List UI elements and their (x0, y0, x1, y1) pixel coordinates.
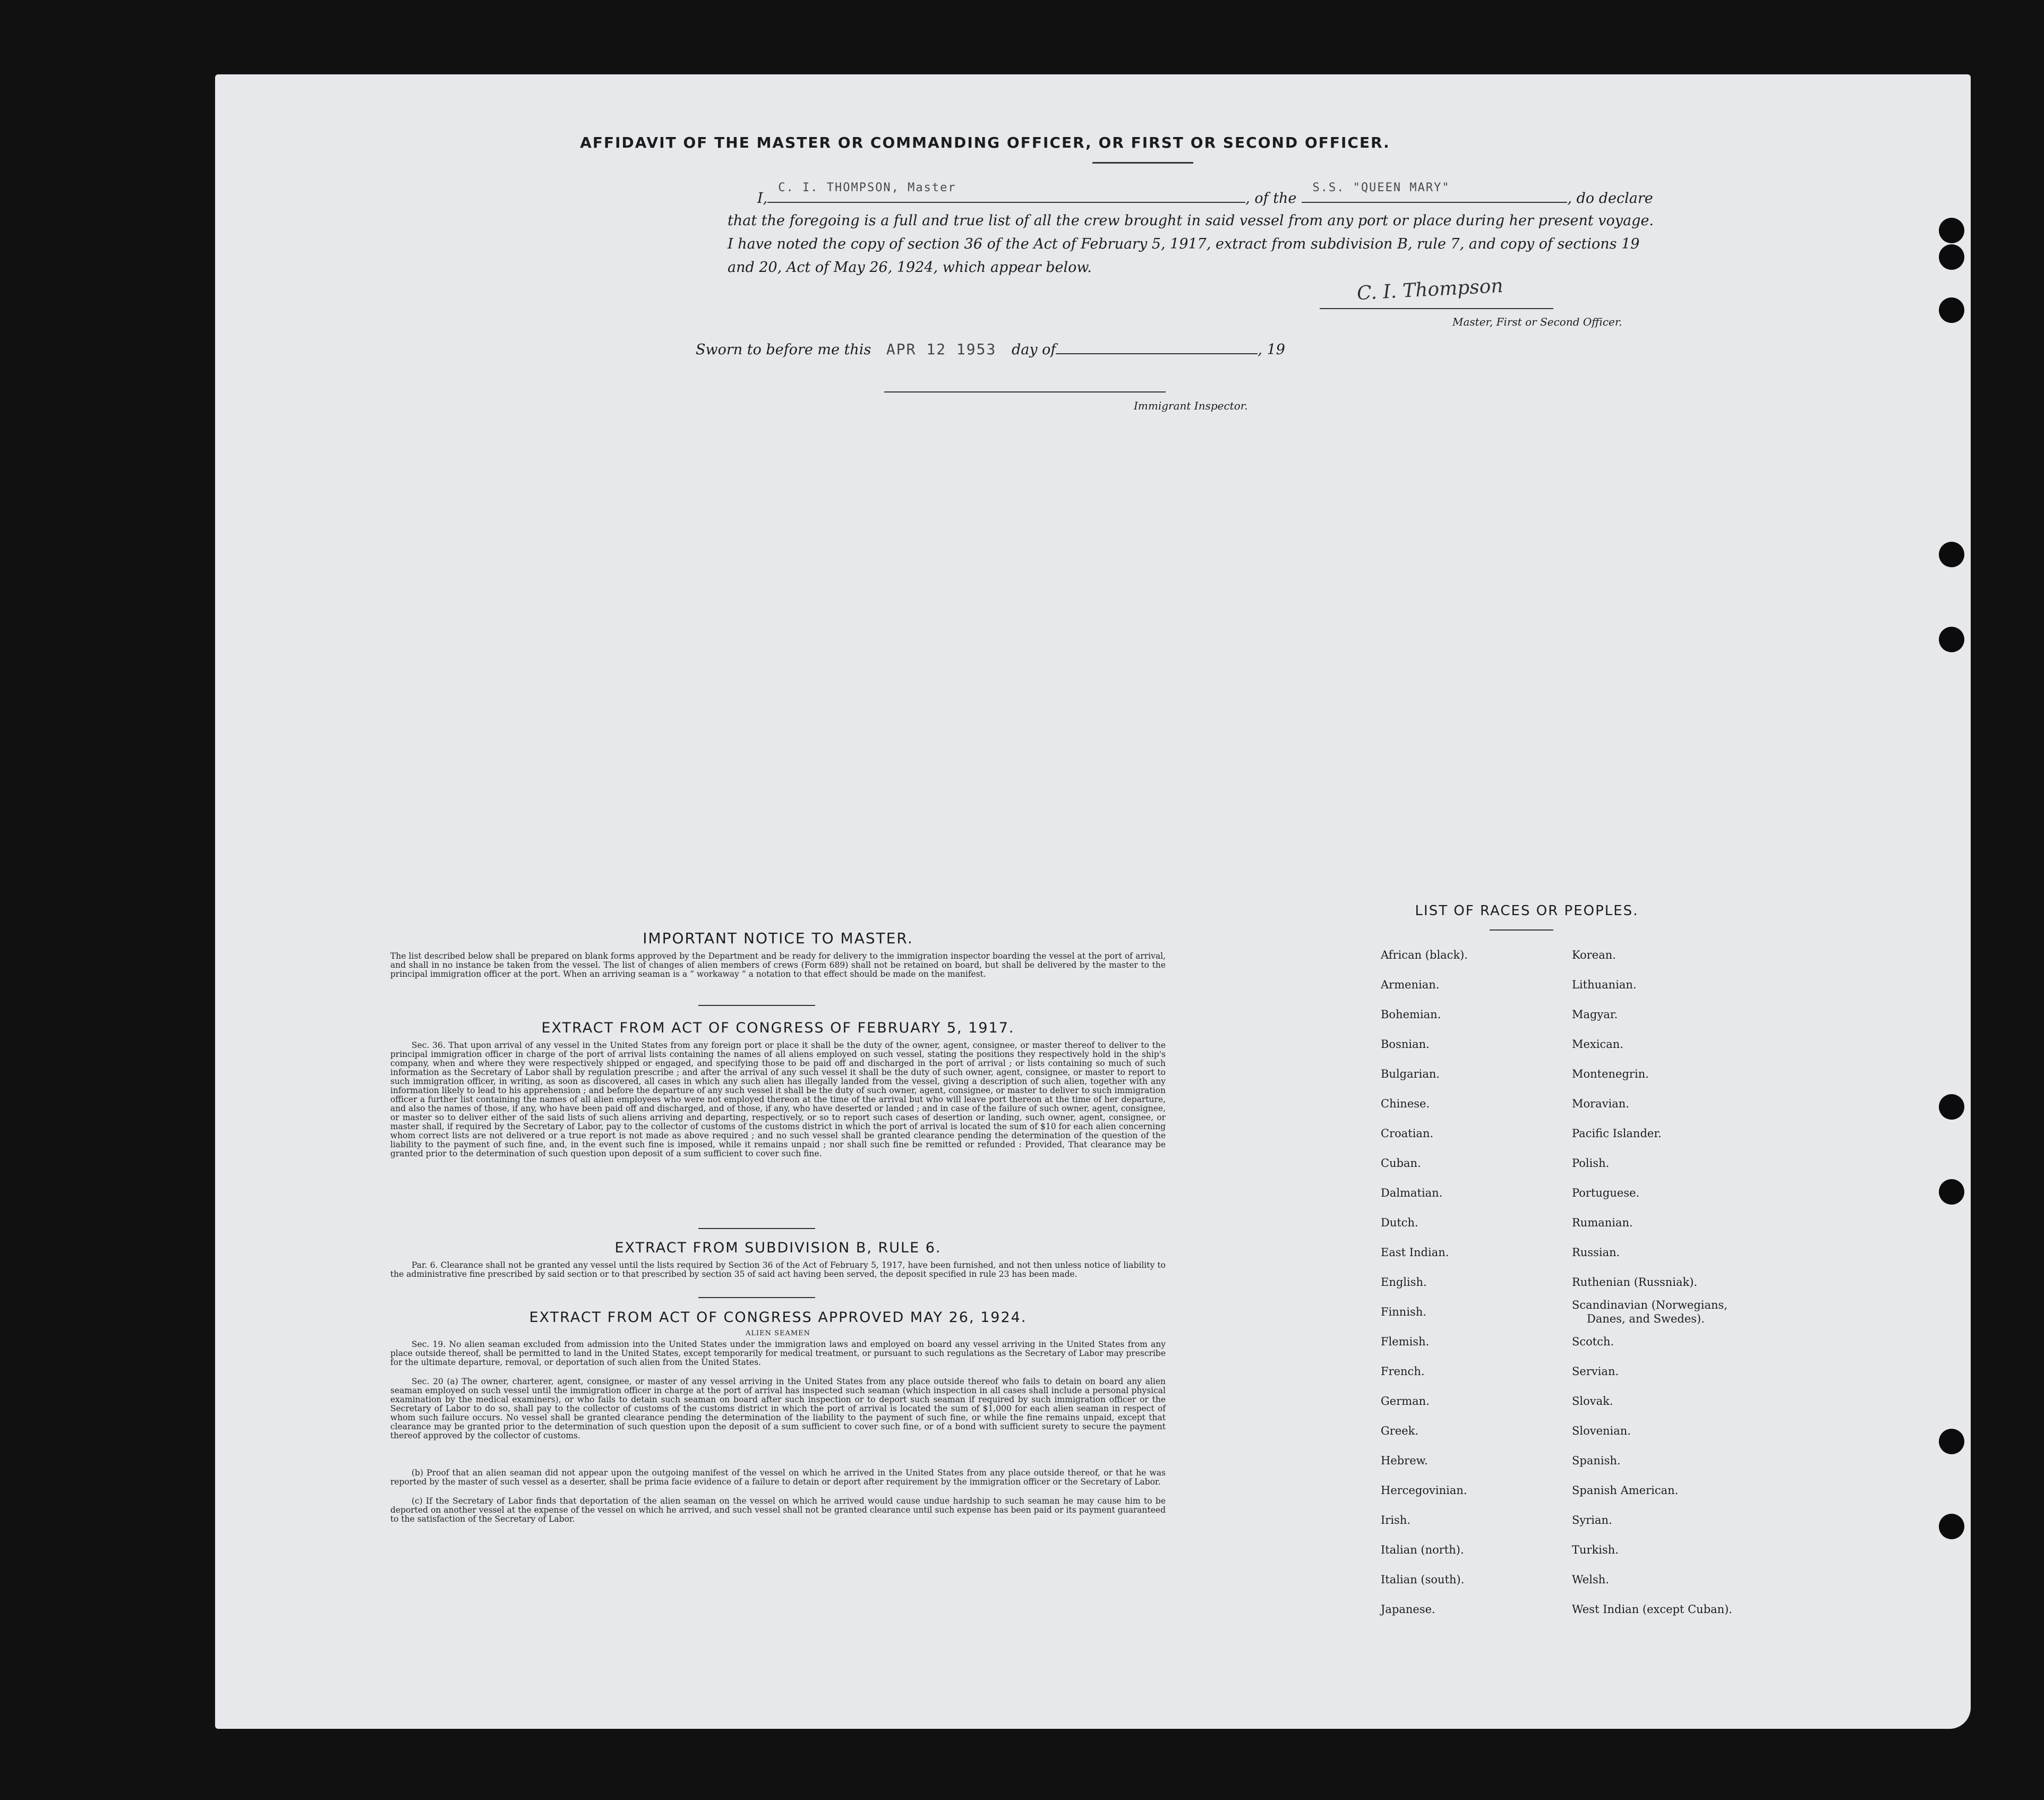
race-item: Slovenian. (1572, 1424, 1631, 1437)
race-item: African (black). (1381, 949, 1468, 961)
race-item: West Indian (except Cuban). (1572, 1603, 1733, 1616)
subdivision-b-title: EXTRACT FROM SUBDIVISION B, RULE 6. (614, 1240, 942, 1256)
race-item: Montenegrin. (1572, 1068, 1649, 1080)
race-item: Hebrew. (1381, 1454, 1428, 1467)
extract-1924-sec20c: (c) If the Secretary of Labor finds that deportation of the alien seaman on the vessel on which he arrived would cause undue hardship to such seaman he may cause him to be deported on another vessel at the expense of the vessel on which he arrived, and such vessel shall not be granted clearance until such expense has been paid or its payment guaranteed to the satisfaction of the Secretary of Labor. (390, 1496, 1166, 1524)
race-item: Rumanian. (1572, 1216, 1633, 1229)
race-item: Welsh. (1572, 1573, 1609, 1586)
race-item: Magyar. (1572, 1008, 1618, 1021)
affidavit-line-2: that the foregoing is a full and true list of all the crew brought in said vessel from any port or place during her present voyage. (728, 212, 1654, 229)
race-item: Greek. (1381, 1424, 1419, 1437)
extract-1917-text: Sec. 36. That upon arrival of any vessel in the United States from any foreign port or place it shall be the duty of the owner, agent, consignee, or master thereof to deliver to the principal immigration officer in charge of the port of arrival lists containing the names of all aliens employed on such vessel, stating the positions they respectively hold in the ship's company, when and where they were respectively shipped or engaged, and specifying those to be paid off and discharged in the port of arrival ; or lists containing so much of such information as the Secretary of Labor shall by regulation prescribe ; and after the arrival of any such vessel it shall be the duty of such owner, agent, consignee, or master to report to such immigration officer, in writing, as soon as discovered, all cases in which any such alien has illegally landed from the vessel, giving a description of such alien, together with any information likely to lead to his apprehension ; and before the departure of any such vessel it shall be the duty of such owner, agent, consignee, or master to deliver to such immigration officer a further list containing the names of all alien employees who were not employed thereon at the time of the arrival but who will leave port thereon at the time of her departure, and also the names of those, if any, who have been paid off and discharged, and of those, if any, who have deserted or landed ; and in case of the failure of such owner, agent, consignee, or master so to deliver either of the said lists of such aliens arriving and departing, respectively, or so to report such cases of desertion or landing, such owner, agent, consignee, or master shall, if required by the Secretary of Labor, pay to the collector of customs of the customs district in which the port of arrival is located the sum of $10 for each alien concerning whom correct lists are not delivered or a true report is not made as above required ; and no such vessel shall be granted clearance pending the determination of the question of the liability to the payment of such fine, and, in the event such fine is imposed, while it remains unpaid ; nor shall such fine be remitted or refunded : Provided, That clearance may be granted prior to the determination of such question upon deposit of a sum sufficient to cover such fine. (390, 1040, 1166, 1158)
race-item: Japanese. (1381, 1603, 1435, 1616)
race-item: French. (1381, 1365, 1425, 1378)
year-prefix: , 19 (1258, 342, 1285, 358)
affidavit-line-1 (728, 181, 1715, 210)
race-item: Bosnian. (1381, 1038, 1430, 1051)
race-item: Armenian. (1381, 978, 1440, 991)
extract-1924-subtitle: ALIEN SEAMEN (745, 1329, 811, 1337)
races-column-2 (1572, 940, 1732, 1624)
signature-label: Master, First or Second Officer. (1452, 315, 1622, 328)
affidavit-title: AFFIDAVIT OF THE MASTER OR COMMANDING OFFICER, OR FIRST OR SECOND OFFICER. (580, 134, 1390, 151)
race-item: English. (1381, 1276, 1427, 1289)
inspector-rule (884, 391, 1166, 393)
vessel-name-value: S.S. "QUEEN MARY" (1312, 181, 1450, 194)
notice-title: IMPORTANT NOTICE TO MASTER. (643, 929, 913, 947)
binder-hole (1939, 1514, 1964, 1539)
race-item: Moravian. (1572, 1097, 1630, 1110)
race-item: Polish. (1572, 1157, 1610, 1170)
race-item: Chinese. (1381, 1097, 1430, 1110)
race-item: East Indian. (1381, 1246, 1449, 1259)
race-item: Flemish. (1381, 1335, 1430, 1348)
master-name-value: C. I. THOMPSON, Master (778, 181, 956, 194)
race-item: Spanish. (1572, 1454, 1621, 1467)
race-item: Italian (north). (1381, 1543, 1464, 1556)
race-item: Russian. (1572, 1246, 1620, 1259)
binder-hole (1939, 542, 1964, 567)
race-item: Slovak. (1572, 1395, 1613, 1407)
race-item: Croatian. (1381, 1127, 1434, 1140)
sworn-line (696, 337, 1439, 362)
sworn-label: Sworn to before me this (696, 342, 871, 358)
race-item (1572, 1297, 1732, 1327)
race-item: Syrian. (1572, 1514, 1612, 1526)
race-item: Korean. (1572, 949, 1616, 961)
race-item: Ruthenian (Russniak). (1572, 1276, 1698, 1289)
race-item: Finnish. (1381, 1306, 1427, 1318)
day-of-label: day of (1011, 342, 1056, 358)
race-item: Mexican. (1572, 1038, 1623, 1051)
notice-text: The list described below shall be prepared on blank forms approved by the Department and be ready for delivery to the immigration inspector boarding the vessel at the port of arrival, and shall in no instance be taken from the vessel. The list of changes of alien members of crews (Form 689) shall not be retained on board, but shall be delivered by the master to the principal immigration officer at the port. When an arriving seaman is a “ workaway ” a notation to that effect should be made on the manifest. (390, 951, 1166, 979)
race-item: Servian. (1572, 1365, 1619, 1378)
race-item: Scotch. (1572, 1335, 1614, 1348)
extract-1924-sec20b: (b) Proof that an alien seaman did not appear upon the outgoing manifest of the vessel on which he arrived in the United States from any place outside thereof, or that he was reported by the master of such vessel as a deserter, shall be prima facie evidence of a failure to detain or deport after requirement by the immigration officer or the Secretary of Labor. (390, 1468, 1166, 1487)
extract-1917-rule (698, 1228, 815, 1229)
master-signature: C. I. Thompson (1356, 275, 1504, 305)
inspector-label: Immigrant Inspector. (1134, 399, 1248, 412)
race-item: Dalmatian. (1381, 1187, 1443, 1199)
race-item: Dutch. (1381, 1216, 1418, 1229)
race-item: Bohemian. (1381, 1008, 1441, 1021)
races-title-rule (1490, 929, 1553, 931)
race-item-scandinavian: Scandinavian (Norwegians, (1572, 1299, 1728, 1311)
extract-1924-sec20a: Sec. 20 (a) The owner, charterer, agent, consignee, or master of any vessel arriving in the United States from any place outside thereof who fails to detain on board any alien seaman employed on such vessel until the immigration officer in charge at the port of arrival has inspected such seaman (which inspection in all cases shall include a personal physical examination by the medical examiners), or who fails to detain such seaman on board after such inspection or to deport such seaman if required by such immigration officer or the Secretary of Labor to do so, shall pay to the collector of customs of the customs district in which the port of arrival is located the sum of $1,000 for each alien seaman in respect of whom such failure occurs. No vessel shall be granted clearance pending the determination of the liability to the payment of such fine, or while the fine remains unpaid, except that clearance may be granted prior to the determination of such question upon the deposit of a sum sufficient to cover such fine, or of a bond with sufficient surety to secure the payment thereof approved by the collector of customs. (390, 1377, 1166, 1440)
race-item: German. (1381, 1395, 1430, 1407)
binder-hole (1939, 1429, 1964, 1454)
extract-1917-title: EXTRACT FROM ACT OF CONGRESS OF FEBRUARY 5, 1917. (541, 1020, 1015, 1036)
race-item: Turkish. (1572, 1543, 1619, 1556)
race-item: Lithuanian. (1572, 978, 1637, 991)
binder-hole (1939, 297, 1964, 323)
of-the-label: , of the (1245, 190, 1297, 207)
affidavit-line-4: and 20, Act of May 26, 1924, which appear below. (728, 259, 1092, 276)
race-item-scandinavian-cont: Danes, and Swedes). (1587, 1312, 1705, 1325)
extract-1924-sec19: Sec. 19. No alien seaman excluded from admission into the United States under the immigration laws and employed on board any vessel arriving in the United States from any place outside thereof, shall be permitted to land in the United States, except temporarily for medical treatment, or pursuant to such regulations as the Secretary of Labor may prescribe for the ultimate departure, removal, or deportation of such alien from the United States. (390, 1340, 1166, 1367)
affidavit-title-rule (1092, 162, 1193, 164)
races-title: LIST OF RACES OR PEOPLES. (1415, 903, 1639, 919)
sworn-date-stamp: APR 12 1953 (886, 340, 997, 358)
race-item: Italian (south). (1381, 1573, 1465, 1586)
binder-hole (1939, 1094, 1964, 1120)
race-item: Hercegovinian. (1381, 1484, 1467, 1497)
do-declare-label: , do declare (1567, 190, 1653, 207)
race-item: Bulgarian. (1381, 1068, 1440, 1080)
binder-hole (1939, 627, 1964, 652)
race-item: Portuguese. (1572, 1187, 1640, 1199)
race-item: Irish. (1381, 1514, 1411, 1526)
binder-hole (1939, 1179, 1964, 1205)
race-item: Cuban. (1381, 1157, 1421, 1170)
month-field (1056, 337, 1258, 354)
signature-rule (1320, 308, 1553, 309)
races-column-1 (1381, 940, 1468, 1624)
master-name-field (767, 181, 1245, 203)
affidavit-line-3: I have noted the copy of section 36 of the Act of February 5, 1917, extract from subdivision B, rule 7, and copy of sections 19 (728, 236, 1640, 252)
subdivision-b-rule (698, 1297, 815, 1298)
race-item: Pacific Islander. (1572, 1127, 1662, 1140)
race-item: Spanish American. (1572, 1484, 1679, 1497)
binder-hole (1939, 244, 1964, 270)
notice-rule (698, 1005, 815, 1006)
document-page (215, 74, 1971, 1729)
binder-hole (1939, 218, 1964, 243)
vessel-name-field (1302, 181, 1567, 203)
extract-1924-title: EXTRACT FROM ACT OF CONGRESS APPROVED MAY 26, 1924. (529, 1309, 1027, 1326)
subdivision-b-text: Par. 6. Clearance shall not be granted any vessel until the lists required by Section 36 of the Act of February 5, 1917, have been furnished, and not then unless notice of liability to the administrative fine prescribed by said section or to that prescribed by section 35 of said act having been served, the deposit specified in rule 23 has been made. (390, 1260, 1166, 1279)
affidavit-i-label: I, (757, 190, 768, 207)
